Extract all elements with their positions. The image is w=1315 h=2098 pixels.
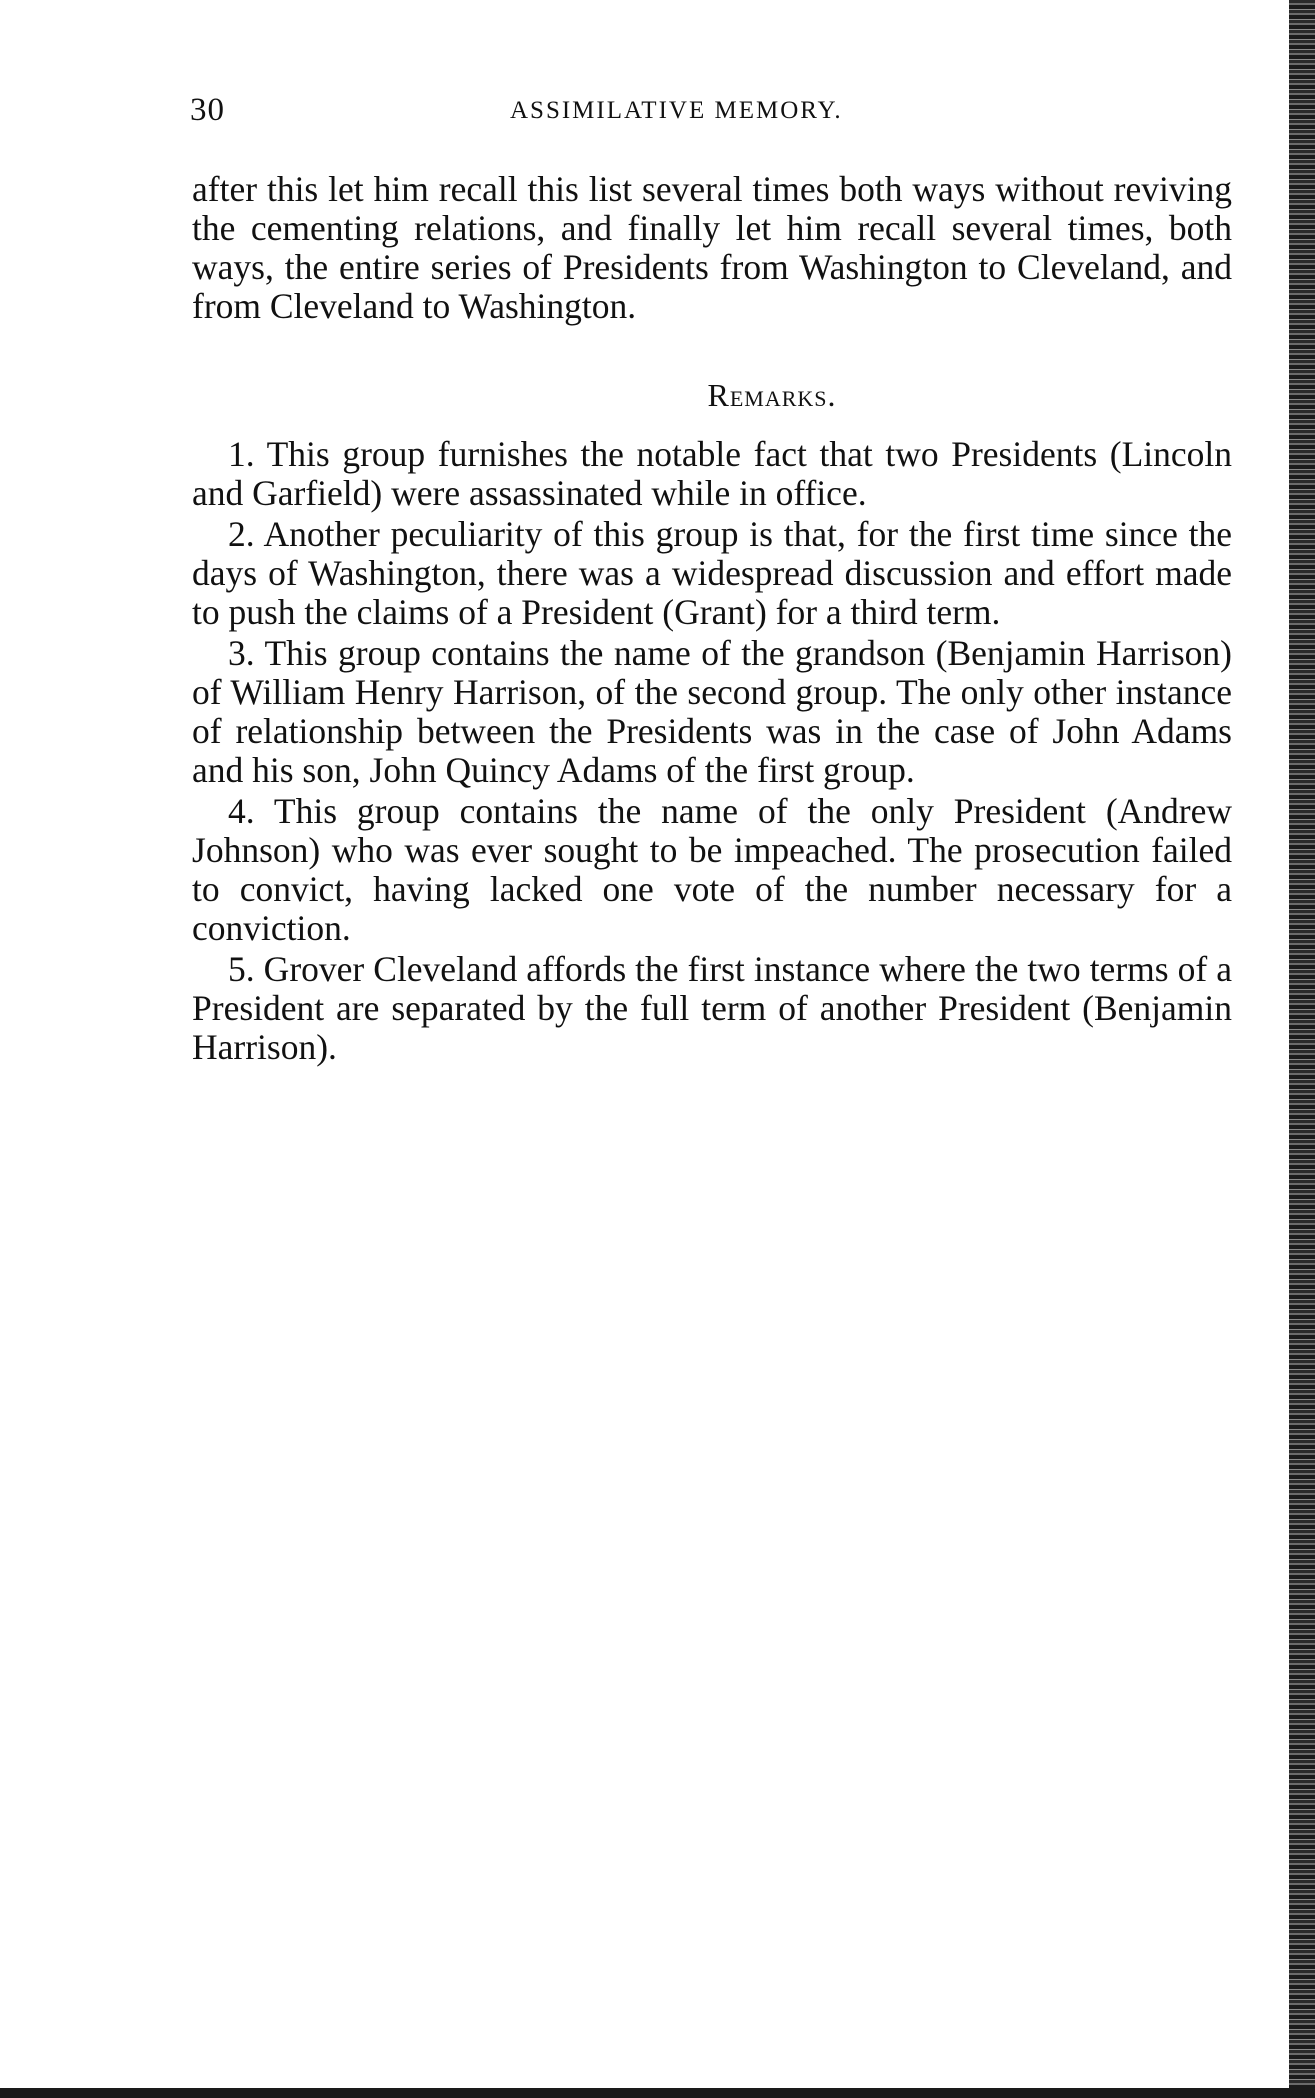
- intro-paragraph: after this let him recall this list several times both ways without reviving the cementing relations, and finally let him recall several times, both ways, the entire series of Presidents from Washington to Cleveland, and from Cleveland to Washington.: [192, 169, 1232, 326]
- page-header: [190, 92, 1230, 132]
- page-body: [192, 170, 1232, 1069]
- remark-3: 3. This group contains the name of the grandson (Benjamin Harrison) of William Henry Harrison, of the second group. The only other instance of relationship between the Presidents was in the case of John Adams and his son, John Quincy Adams of the first group.: [192, 633, 1232, 790]
- section-heading: Remarks.: [707, 377, 837, 413]
- remark-2: 2. Another peculiarity of this group is that, for the first time since the days of Washington, there was a widespread discussion and effort made to push the claims of a President (Grant) for a third term.: [192, 514, 1232, 632]
- remark-5: 5. Grover Cleveland affords the first instance where the two terms of a President are separated by the full term of another President (Benjamin Harrison).: [192, 949, 1232, 1067]
- remark-1: 1. This group furnishes the notable fact that two Presidents (Lincoln and Garfield) were assassinated while in office.: [192, 434, 1232, 513]
- running-head: ASSIMILATIVE MEMORY.: [510, 97, 843, 124]
- remark-4: 4. This group contains the name of the only President (Andrew Johnson) who was ever sought to be impeached. The prosecution failed to convict, having lacked one vote of the number necessary for a conviction.: [192, 791, 1232, 948]
- page-binding-edge: [1289, 0, 1315, 2098]
- page-number: 30: [190, 92, 225, 128]
- page-bottom-edge: [0, 2088, 1315, 2098]
